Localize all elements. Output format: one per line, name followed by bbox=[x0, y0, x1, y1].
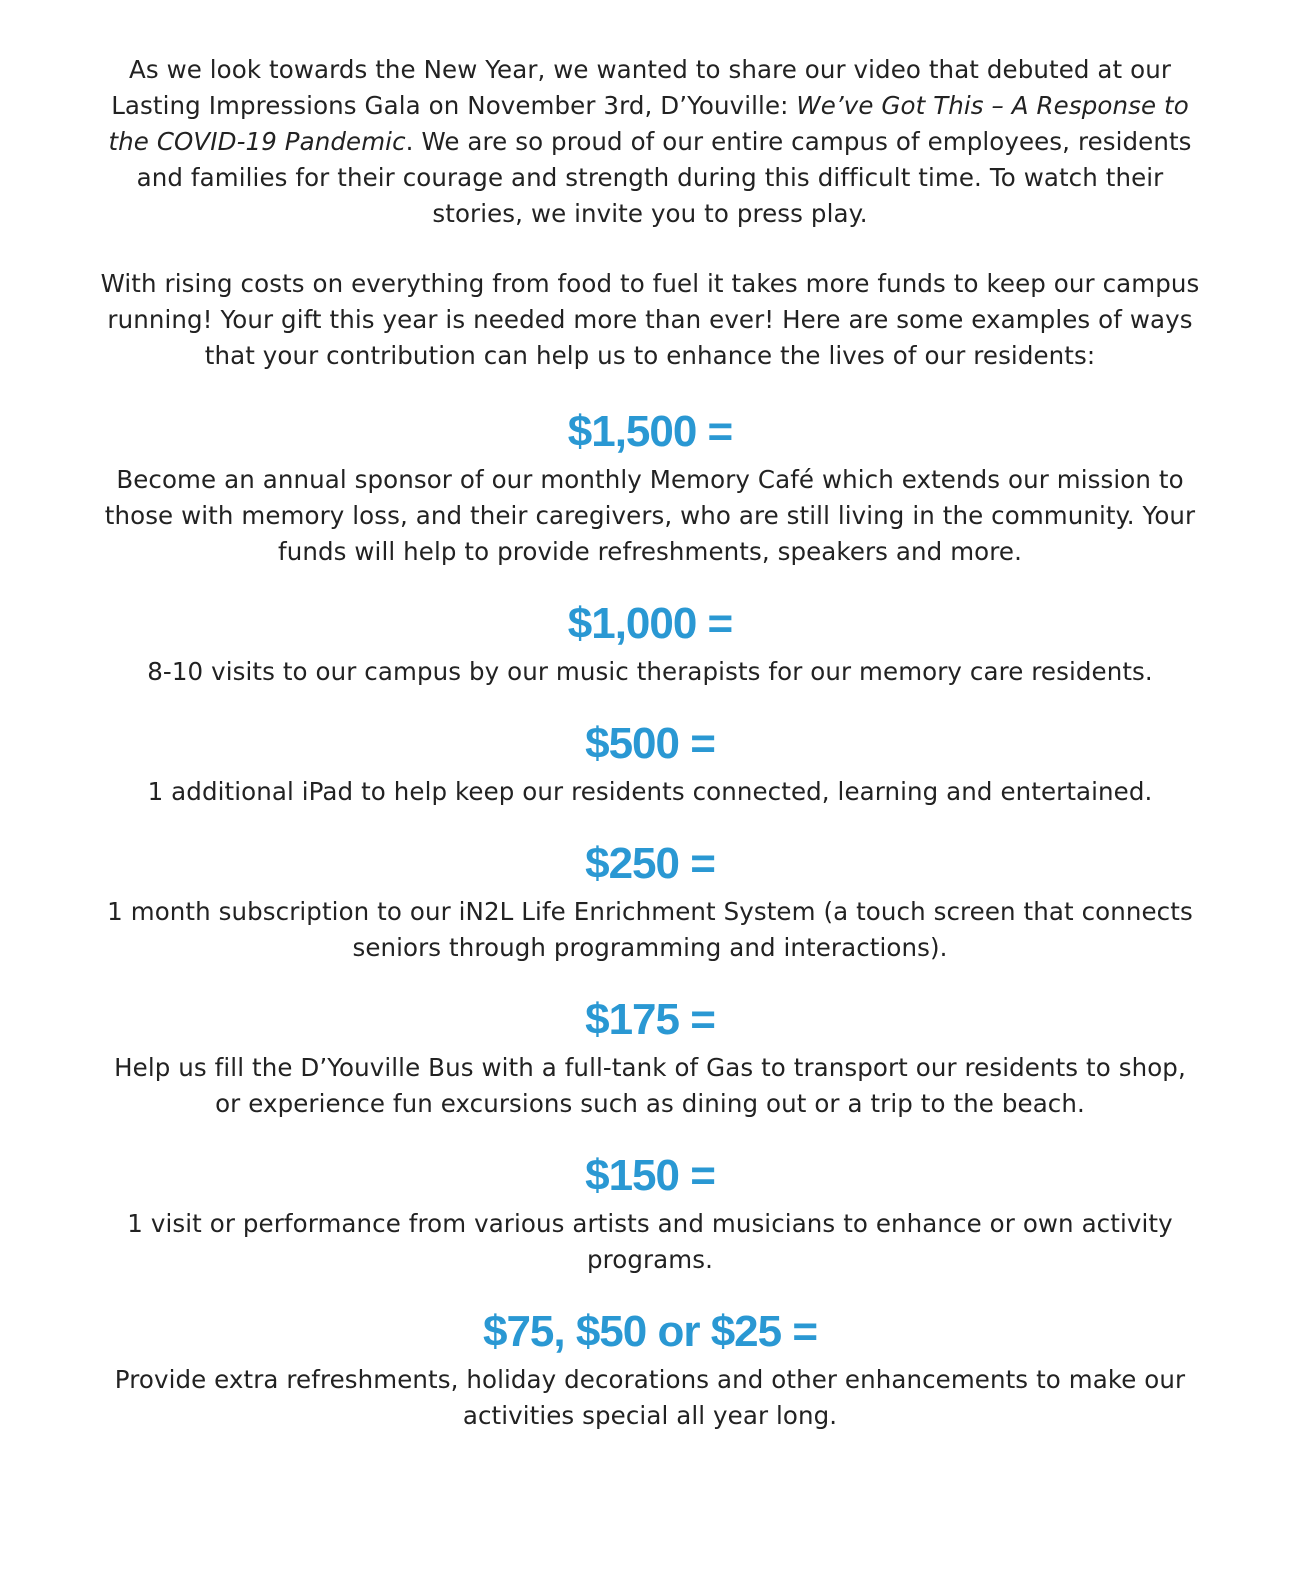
gift-level-small bbox=[100, 1304, 1200, 1434]
gift-amount: $500 = bbox=[585, 719, 715, 768]
gift-amount: $150 = bbox=[585, 1151, 715, 1200]
intro-text-before: As we look towards the New Year, we wanted to share our video that debuted at our Lasting Impressions Gala on November 3rd, D’Youville: bbox=[111, 55, 1172, 120]
gift-level-175 bbox=[100, 992, 1200, 1122]
gift-description: 1 additional iPad to help keep our residents connected, learning and entertained. bbox=[147, 777, 1153, 806]
gift-level-500 bbox=[100, 716, 1200, 810]
intro-paragraph-giving: With rising costs on everything from food to fuel it takes more funds to keep our campus running! Your gift this year is needed more than ever! Here are some examples of ways that your contribution can help us to enhance the lives of our residents: bbox=[100, 269, 1200, 370]
gift-level-250 bbox=[100, 836, 1200, 966]
intro-text-after: . We are so proud of our entire campus of employees, residents and families for their courage and strength during this difficult time. To watch their stories, we invite you to press play. bbox=[136, 127, 1192, 228]
gift-description: 1 month subscription to our iN2L Life Enrichment System (a touch screen that connects seniors through programming and interactions). bbox=[107, 897, 1193, 962]
gift-amount: $175 = bbox=[585, 995, 715, 1044]
gift-level-150 bbox=[100, 1148, 1200, 1278]
gift-level-1500 bbox=[100, 404, 1200, 570]
gift-amount: $1,000 = bbox=[567, 599, 733, 648]
gift-description: Help us fill the D’Youville Bus with a full-tank of Gas to transport our residents to shop, or experience fun excursions such as dining out or a trip to the beach. bbox=[114, 1053, 1186, 1118]
gift-description: 8-10 visits to our campus by our music therapists for our memory care residents. bbox=[147, 657, 1153, 686]
gift-amount: $250 = bbox=[585, 839, 715, 888]
gift-description: Provide extra refreshments, holiday decorations and other enhancements to make our activities special all year long. bbox=[114, 1365, 1186, 1430]
gift-amount: $1,500 = bbox=[567, 407, 733, 456]
video-title: We’ve Got This – A Response to the COVID-19 Pandemic bbox=[108, 91, 1189, 156]
gift-description: Become an annual sponsor of our monthly Memory Café which extends our mission to those with memory loss, and their caregivers, who are still living in the community. Your funds will help to provide refreshments, speakers and more. bbox=[104, 465, 1196, 566]
gift-level-1000 bbox=[100, 596, 1200, 690]
intro-paragraph-video bbox=[100, 52, 1200, 232]
gift-description: 1 visit or performance from various artists and musicians to enhance or own activity programs. bbox=[127, 1209, 1173, 1274]
gift-amount: $75, $50 or $25 = bbox=[482, 1307, 818, 1356]
